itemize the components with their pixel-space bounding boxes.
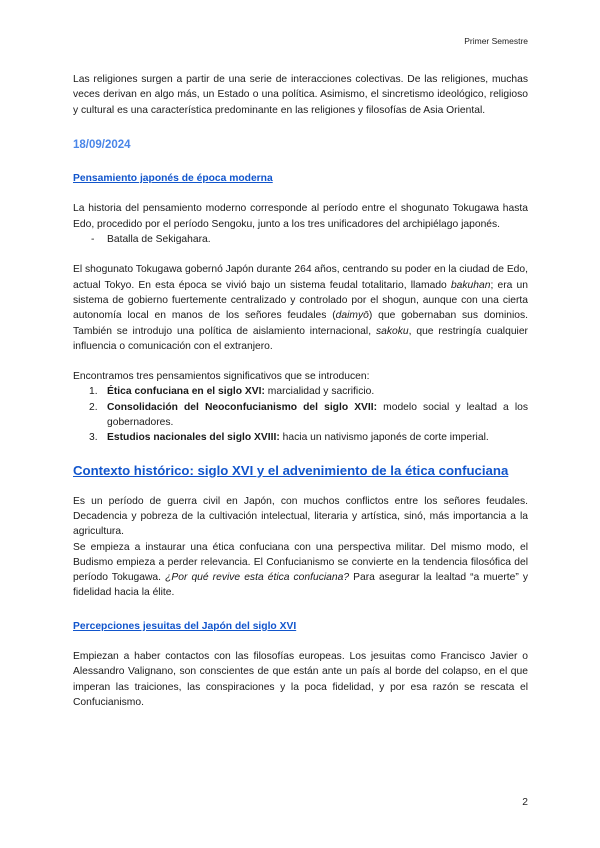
intro-paragraph: Las religiones surgen a partir de una serie de interacciones colectivas. De las religiones, muchas veces derivan en algo más, un Estado o una política. Asimismo, el sincretismo ideológico, religioso y cultural es una característica predominante en las religiones y filosofías de Asia Oriental. (73, 74, 528, 116)
paragraph-civil-war: Es un período de guerra civil en Japón, con muchos conflictos entre los señores feudales. Decadencia y pobreza de la cultivación intelectual, literaria y artística, sinó, más importancia a la agricultura. (73, 495, 528, 538)
section-heading-jesuit-perceptions[interactable]: Percepciones jesuitas del Japón del siglo XVI (73, 620, 297, 632)
paragraph-three-thoughts: Encontramos tres pensamientos significativos que se introducen: (73, 371, 370, 383)
list-item: 3. Estudios nacionales del siglo XVIII: hacia un nativismo japonés de corte imperial. (89, 432, 489, 444)
numbered-list (73, 384, 528, 445)
paragraph-history: La historia del pensamiento moderno corresponde al período entre el shogunato Tokugawa hasta Edo, procedido por el período Sengoku, junto a los tres unificadores del archipiélago japonés. (73, 203, 528, 230)
section-heading-modern-thought[interactable]: Pensamiento japonés de época moderna (73, 173, 273, 185)
page-header: Primer Semestre (464, 36, 528, 46)
document-body (73, 72, 528, 710)
list-item: 1. Ética confuciana en el siglo XVI: marcialidad y sacrificio. (89, 386, 375, 398)
dash-list (73, 232, 528, 247)
section-heading-historical-context[interactable]: Contexto histórico: siglo XVI y el advenimiento de la ética confuciana (73, 462, 509, 478)
paragraph-tokugawa: El shogunato Tokugawa gobernó Japón durante 264 años, centrando su poder en la ciudad de Edo, actual Tokyo. En esta época se vivió bajo un sistema feudal totalitario, llamado bakuhan; era un sistema de gobierno fuertemente centralizado y controlado por el shogun, aunque con una cierta autonomía local en manos de los señores feudales (daimyō) que gobernaban sus dominios. También se introdujo una política de aislamiento internacional, sakoku, que restringía cualquier influencia o comunicación con el extranjero. (73, 264, 528, 352)
paragraph-confucian-ethics: Se empieza a instaurar una ética confuciana con una perspectiva militar. Del mismo modo, el Budismo empieza a perder relevancia. El Confucianismo se convierte en la tendencia filosófica del período Tokugawa. ¿Por qué revive esta ética confuciana? Para asegurar la lealtad “a muerte” y fidelidad hacia la élite. (73, 541, 528, 599)
list-item: - Batalla de Sekigahara. (73, 232, 528, 247)
entry-date: 18/09/2024 (73, 138, 131, 151)
paragraph-jesuits: Empiezan a haber contactos con las filosofías europeas. Los jesuitas como Francisco Javier o Alessandro Valignano, son conscientes de que están ante un país al borde del colapso, en el que imperan las traiciones, las conspiraciones y la poca fidelidad, y por esa razón se rescata el Confucianismo. (73, 651, 528, 708)
list-item: 2. Consolidación del Neoconfucianismo del siglo XVII: modelo social y lealtad a los gobernadores. (89, 401, 528, 429)
page-number: 2 (522, 797, 528, 808)
